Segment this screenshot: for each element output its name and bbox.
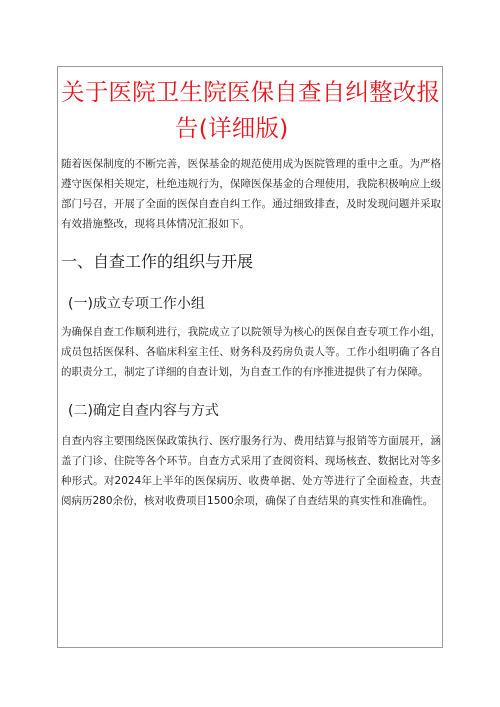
subsection-heading-2: (二)确定自查内容与方式: [68, 403, 219, 419]
document-title-line1: 关于医院卫生院医保自查自纠整改报: [61, 78, 441, 106]
document-title-line2: 告(详细版): [175, 114, 289, 142]
subsection-heading-1: (一)成立专项工作小组: [68, 296, 205, 312]
intro-paragraph: 随着医保制度的不断完善，医保基金的规范使用成为医院管理的重中之重。为严格遵守医保相关规定，杜绝违规行为，保障医保基金的合理使用，我院积极响应上级部门号召，开展了全面的医保自查自纠工作。通过细致排查，及时发现问题并采取有效措施整改，现将具体情况汇报如下。: [61, 158, 441, 230]
document-title: [61, 74, 441, 146]
subsection-1-paragraph: 为确保自查工作顺利进行，我院成立了以院领导为核心的医保自查专项工作小组，成员包括医保科、各临床科室主任、财务科及药房负责人等。工作小组明确了各自的职责分工，制定了详细的自查计划，为自查工作的有序推进提供了有力保障。: [61, 326, 441, 378]
subsection-2-paragraph: 自查内容主要围绕医保政策执行、医疗服务行为、费用结算与报销等方面展开，涵盖了门诊、住院等各个环节。自查方式采用了查阅资料、现场核查、数据比对等多种形式。对2024年上半年的医保病历、收费单据、处方等进行了全面检查，共查阅病历280余份，核对收费项目1500余项，确保了自查结果的真实性和准确性。: [61, 435, 441, 507]
section-heading-1: 一、自查工作的组织与开展: [61, 252, 254, 271]
